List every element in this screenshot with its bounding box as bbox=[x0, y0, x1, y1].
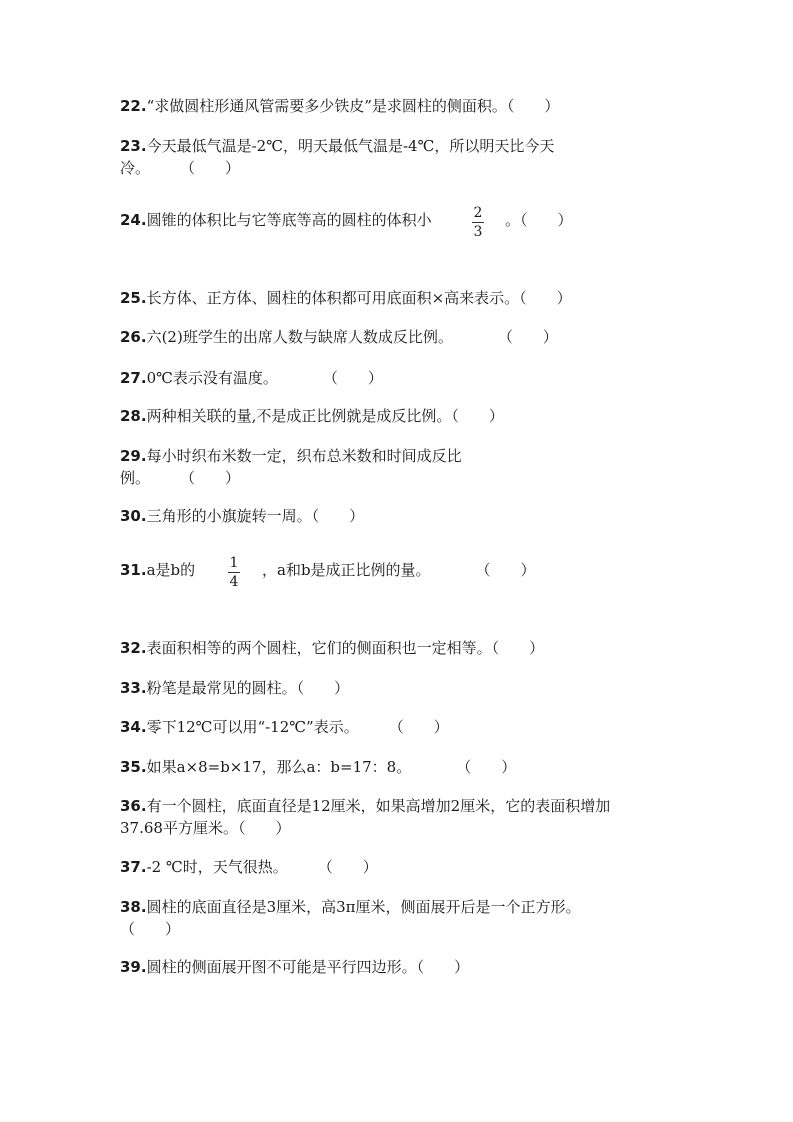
question-35 bbox=[120, 756, 516, 778]
question-32 bbox=[120, 637, 544, 659]
question-28 bbox=[120, 405, 504, 427]
question-number: 36. bbox=[120, 797, 147, 815]
question-39 bbox=[120, 956, 469, 978]
question-text: 圆柱的底面直径是3厘米，高3π厘米，侧面展开后是一个正方形。 bbox=[146, 898, 581, 916]
question-number: 29. bbox=[120, 447, 147, 465]
question-number: 38. bbox=[120, 898, 147, 916]
question-number: 33. bbox=[120, 679, 147, 697]
question-27 bbox=[120, 367, 383, 389]
question-26 bbox=[120, 326, 558, 348]
fraction-numerator: 1 bbox=[229, 555, 239, 571]
question-number: 28. bbox=[120, 407, 147, 425]
question-text-suffix: ，a和b是成正比例的量。 （ ） bbox=[262, 561, 536, 579]
question-text: 表面积相等的两个圆柱，它们的侧面积也一定相等。（ ） bbox=[146, 639, 545, 657]
question-number: 25. bbox=[120, 289, 147, 307]
fraction-bar bbox=[228, 572, 240, 573]
question-30 bbox=[120, 505, 364, 527]
fraction-bar bbox=[472, 222, 484, 223]
question-text: 六(2)班学生的出席人数与缺席人数成反比例。 （ ） bbox=[146, 328, 558, 346]
question-23 bbox=[120, 135, 554, 179]
question-text: 圆锥的体积比与它等底等高的圆柱的体积小 bbox=[146, 211, 432, 229]
question-text-suffix: 。（ ） bbox=[505, 211, 573, 229]
question-number: 34. bbox=[120, 718, 147, 736]
question-number: 27. bbox=[120, 369, 147, 387]
question-31-suffix bbox=[262, 559, 536, 581]
question-text: 每小时织布米数一定，织布总米数和时间成反比 bbox=[146, 447, 462, 465]
question-24 bbox=[120, 209, 432, 231]
question-38 bbox=[120, 896, 581, 940]
fraction-numerator: 2 bbox=[473, 205, 483, 221]
question-text-line2: 冷。 （ ） bbox=[120, 159, 241, 177]
question-text-line2: （ ） bbox=[120, 920, 181, 938]
question-text: 长方体、正方体、圆柱的体积都可用底面积×高来表示。（ ） bbox=[146, 289, 572, 307]
question-24-suffix bbox=[505, 209, 573, 231]
question-25 bbox=[120, 287, 572, 309]
question-text: 今天最低气温是-2℃，明天最低气温是-4℃，所以明天比今天 bbox=[146, 137, 555, 155]
fraction-denominator: 4 bbox=[229, 574, 239, 590]
question-text: 圆柱的侧面展开图不可能是平行四边形。（ ） bbox=[146, 958, 470, 976]
question-number: 39. bbox=[120, 958, 147, 976]
question-22 bbox=[120, 95, 559, 117]
question-number: 26. bbox=[120, 328, 147, 346]
question-29 bbox=[120, 445, 462, 489]
question-31 bbox=[120, 559, 195, 581]
question-number: 30. bbox=[120, 507, 147, 525]
question-text: 粉笔是最常见的圆柱。（ ） bbox=[146, 679, 350, 697]
question-text: 两种相关联的量,不是成正比例就是成反比例。（ ） bbox=[146, 407, 504, 425]
question-34 bbox=[120, 716, 449, 738]
fraction-two-thirds bbox=[472, 205, 484, 240]
question-number: 24. bbox=[120, 211, 147, 229]
question-text: 如果a×8=b×17，那么a：b=17：8。 （ ） bbox=[146, 758, 517, 776]
question-number: 37. bbox=[120, 858, 147, 876]
question-text: a是b的 bbox=[146, 561, 196, 579]
question-36 bbox=[120, 795, 610, 839]
fraction-one-quarter bbox=[228, 555, 240, 590]
question-text: 有一个圆柱，底面直径是12厘米，如果高增加2厘米，它的表面积增加 bbox=[146, 797, 611, 815]
question-33 bbox=[120, 677, 349, 699]
fraction-denominator: 3 bbox=[473, 224, 483, 240]
question-text-line2: 37.68平方厘米。（ ） bbox=[120, 819, 291, 837]
question-text: 0℃表示没有温度。 （ ） bbox=[146, 369, 383, 387]
question-37 bbox=[120, 856, 378, 878]
question-text: 零下12℃可以用“-12℃”表示。 （ ） bbox=[146, 718, 449, 736]
question-number: 22. bbox=[120, 97, 147, 115]
question-number: 35. bbox=[120, 758, 147, 776]
question-text: 三角形的小旗旋转一周。（ ） bbox=[146, 507, 365, 525]
question-text: -2 ℃时，天气很热。 （ ） bbox=[146, 858, 378, 876]
question-text: “求做圆柱形通风管需要多少铁皮”是求圆柱的侧面积。（ ） bbox=[146, 97, 560, 115]
question-number: 31. bbox=[120, 561, 147, 579]
question-number: 32. bbox=[120, 639, 147, 657]
question-number: 23. bbox=[120, 137, 147, 155]
question-text-line2: 例。 （ ） bbox=[120, 469, 241, 487]
